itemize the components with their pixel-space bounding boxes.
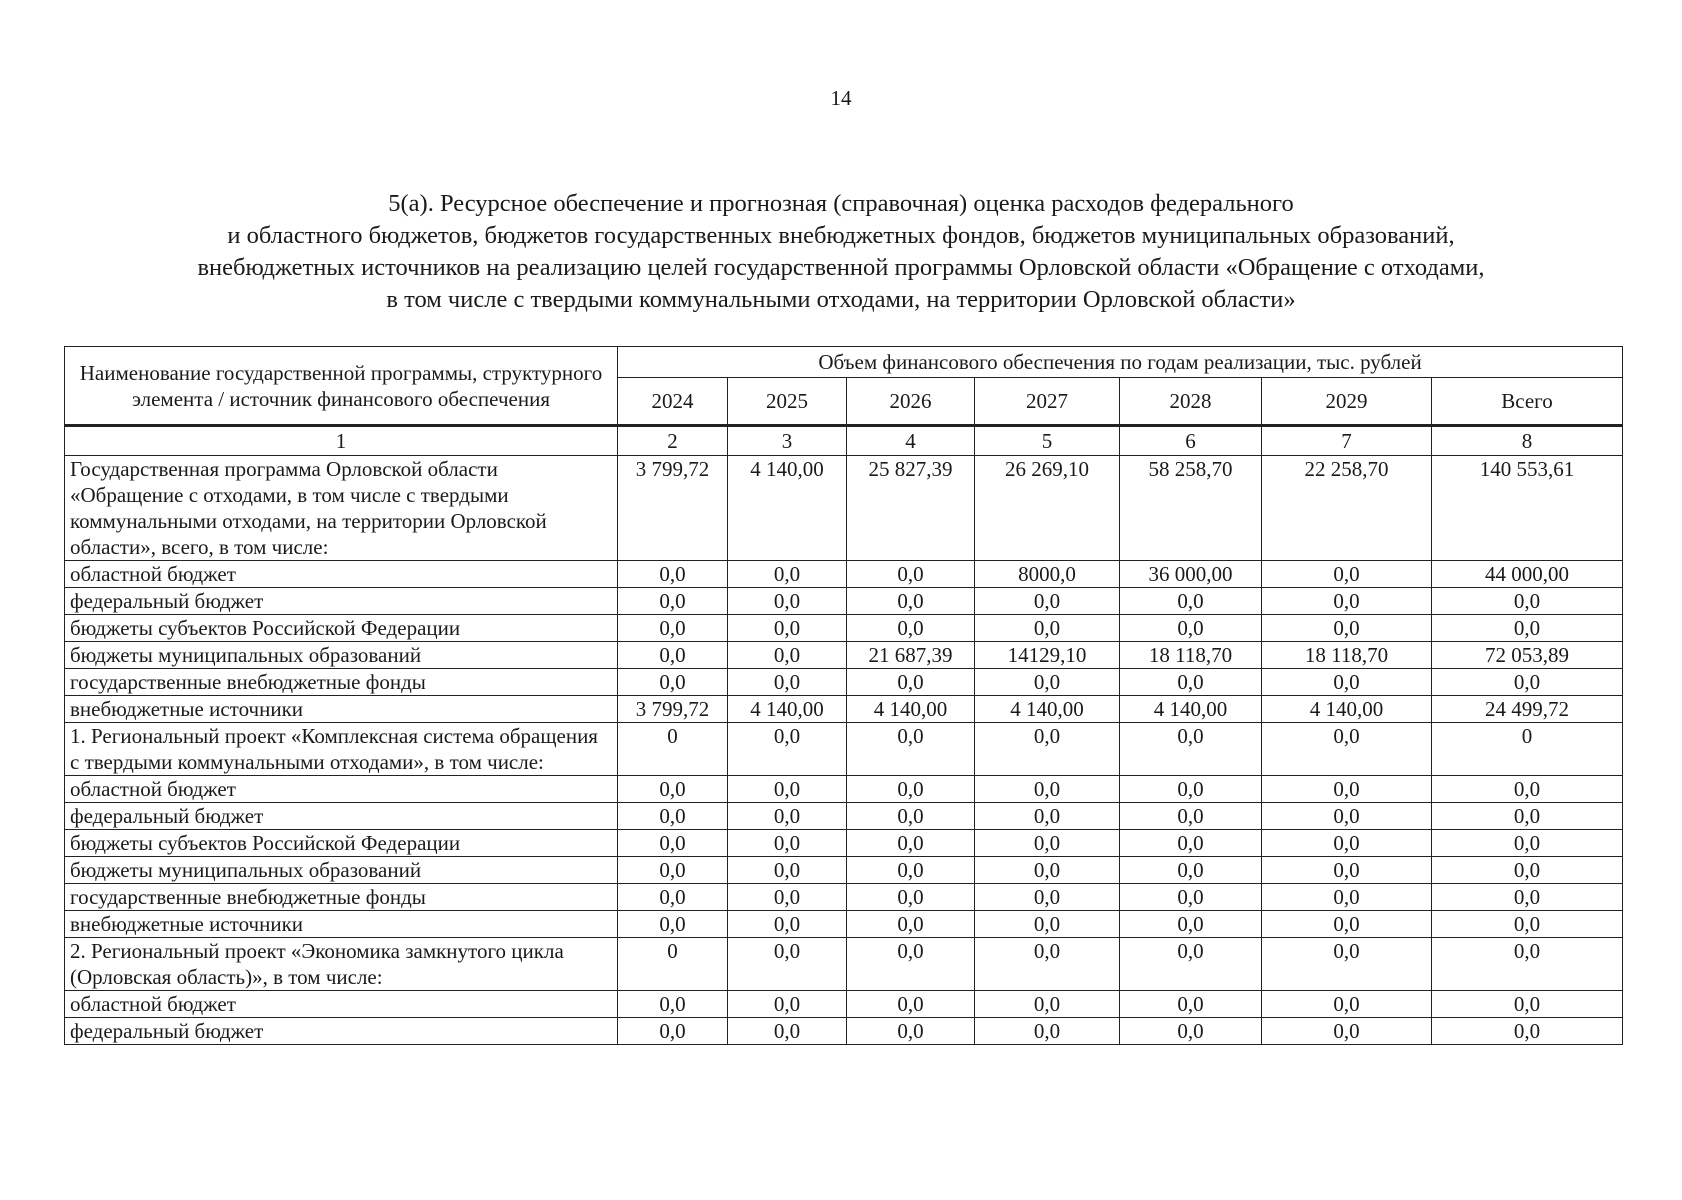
value-cell: 0,0 [847, 884, 975, 911]
value-cell: 0,0 [1432, 884, 1623, 911]
value-cell: 24 499,72 [1432, 696, 1623, 723]
value-cell: 0,0 [1432, 830, 1623, 857]
value-cell: 0,0 [1120, 991, 1262, 1018]
value-cell: 0,0 [1432, 776, 1623, 803]
value-cell: 0,0 [975, 723, 1120, 776]
value-cell: 0,0 [847, 561, 975, 588]
table-row [65, 615, 1623, 642]
value-cell: 0,0 [1432, 857, 1623, 884]
value-cell: 0,0 [847, 776, 975, 803]
value-cell: 0,0 [975, 1018, 1120, 1045]
year-header: 2027 [975, 378, 1120, 426]
column-number: 8 [1432, 426, 1623, 456]
table-row [65, 696, 1623, 723]
value-cell: 140 553,61 [1432, 456, 1623, 561]
title-line: внебюджетных источников на реализацию целей государственной программы Орловской области «Обращение с отходами, [197, 254, 1485, 281]
year-header: 2028 [1120, 378, 1262, 426]
value-cell: 18 118,70 [1262, 642, 1432, 669]
value-cell: 0,0 [1262, 884, 1432, 911]
table-row [65, 911, 1623, 938]
value-cell: 0,0 [1262, 911, 1432, 938]
value-cell: 8000,0 [975, 561, 1120, 588]
value-cell: 0,0 [975, 991, 1120, 1018]
value-cell: 0,0 [847, 857, 975, 884]
value-cell: 3 799,72 [618, 456, 728, 561]
value-cell: 0,0 [847, 588, 975, 615]
value-cell: 0,0 [618, 830, 728, 857]
value-cell: 0,0 [975, 776, 1120, 803]
value-cell: 0,0 [618, 857, 728, 884]
table-row [65, 588, 1623, 615]
value-cell: 0,0 [1120, 588, 1262, 615]
value-cell: 0,0 [1120, 857, 1262, 884]
value-cell: 0,0 [1262, 857, 1432, 884]
title-line: в том числе с твердыми коммунальными отходами, на территории Орловской области» [386, 286, 1296, 313]
value-cell: 0,0 [1432, 991, 1623, 1018]
value-cell: 0 [618, 938, 728, 991]
financing-table [64, 346, 1623, 1045]
row-name-cell: областной бюджет [65, 561, 618, 588]
value-cell: 0,0 [1262, 776, 1432, 803]
row-name-cell: 1. Региональный проект «Комплексная система обращения с твердыми коммунальными отходами», в том числе: [65, 723, 618, 776]
value-cell: 72 053,89 [1432, 642, 1623, 669]
row-name-cell: областной бюджет [65, 991, 618, 1018]
column-number: 6 [1120, 426, 1262, 456]
column-number: 4 [847, 426, 975, 456]
title-line: и областного бюджетов, бюджетов государственных внебюджетных фондов, бюджетов муниципальных образований, [227, 222, 1455, 249]
value-cell: 0,0 [728, 857, 847, 884]
value-cell: 0,0 [1262, 669, 1432, 696]
value-cell: 58 258,70 [1120, 456, 1262, 561]
column-number: 3 [728, 426, 847, 456]
value-cell: 0,0 [1262, 803, 1432, 830]
value-cell: 0,0 [847, 1018, 975, 1045]
value-cell: 21 687,39 [847, 642, 975, 669]
value-cell: 0,0 [1120, 615, 1262, 642]
row-name-cell: государственные внебюджетные фонды [65, 884, 618, 911]
column-number: 5 [975, 426, 1120, 456]
header-name-cell: Наименование государственной программы, структурного элемента / источник финансового обеспечения [65, 347, 618, 426]
page-number: 14 [830, 86, 852, 110]
row-name-cell: федеральный бюджет [65, 803, 618, 830]
value-cell: 0,0 [728, 723, 847, 776]
value-cell: 0,0 [1120, 911, 1262, 938]
column-number: 7 [1262, 426, 1432, 456]
value-cell: 0,0 [1120, 938, 1262, 991]
value-cell: 4 140,00 [1120, 696, 1262, 723]
value-cell: 0,0 [847, 803, 975, 830]
table-row [65, 803, 1623, 830]
value-cell: 0,0 [618, 588, 728, 615]
row-name-cell: бюджеты муниципальных образований [65, 642, 618, 669]
row-name-cell: федеральный бюджет [65, 1018, 618, 1045]
value-cell: 0,0 [1432, 1018, 1623, 1045]
value-cell: 4 140,00 [1262, 696, 1432, 723]
row-name-cell: областной бюджет [65, 776, 618, 803]
row-name-cell: 2. Региональный проект «Экономика замкнутого цикла (Орловская область)», в том числе: [65, 938, 618, 991]
value-cell: 3 799,72 [618, 696, 728, 723]
value-cell: 0,0 [728, 776, 847, 803]
value-cell: 0,0 [1262, 588, 1432, 615]
value-cell: 0,0 [847, 669, 975, 696]
table-row [65, 830, 1623, 857]
value-cell: 0,0 [975, 669, 1120, 696]
value-cell: 0,0 [618, 1018, 728, 1045]
value-cell: 0,0 [1432, 669, 1623, 696]
value-cell: 25 827,39 [847, 456, 975, 561]
row-name-cell: бюджеты субъектов Российской Федерации [65, 830, 618, 857]
table-row [65, 776, 1623, 803]
year-header: 2026 [847, 378, 975, 426]
value-cell: 0,0 [1120, 830, 1262, 857]
value-cell: 0,0 [618, 669, 728, 696]
value-cell: 0,0 [728, 938, 847, 991]
value-cell: 14129,10 [975, 642, 1120, 669]
row-name-cell: государственные внебюджетные фонды [65, 669, 618, 696]
value-cell: 0,0 [847, 911, 975, 938]
value-cell: 0,0 [618, 911, 728, 938]
title-line: 5(а). Ресурсное обеспечение и прогнозная (справочная) оценка расходов федерального [388, 190, 1294, 217]
value-cell: 0,0 [1262, 991, 1432, 1018]
row-name-cell: внебюджетные источники [65, 696, 618, 723]
row-name-cell: внебюджетные источники [65, 911, 618, 938]
value-cell: 0,0 [1432, 911, 1623, 938]
value-cell: 0,0 [728, 642, 847, 669]
value-cell: 0,0 [618, 561, 728, 588]
value-cell: 26 269,10 [975, 456, 1120, 561]
header-volume-cell: Объем финансового обеспечения по годам реализации, тыс. рублей [618, 347, 1623, 378]
table-row [65, 938, 1623, 991]
value-cell: 0,0 [1120, 1018, 1262, 1045]
value-cell: 0,0 [728, 884, 847, 911]
value-cell: 0,0 [847, 615, 975, 642]
value-cell: 0,0 [1262, 938, 1432, 991]
value-cell: 0,0 [728, 830, 847, 857]
value-cell: 0,0 [975, 803, 1120, 830]
value-cell: 0,0 [618, 991, 728, 1018]
value-cell: 0,0 [975, 911, 1120, 938]
value-cell: 0,0 [1432, 803, 1623, 830]
document-title [40, 188, 1642, 316]
value-cell: 0,0 [1120, 723, 1262, 776]
row-name-cell: бюджеты муниципальных образований [65, 857, 618, 884]
table-row [65, 561, 1623, 588]
value-cell: 4 140,00 [728, 696, 847, 723]
total-header: Всего [1432, 378, 1623, 426]
value-cell: 0,0 [728, 561, 847, 588]
value-cell: 0,0 [1432, 615, 1623, 642]
table-row [65, 456, 1623, 561]
value-cell: 0,0 [975, 938, 1120, 991]
year-header: 2025 [728, 378, 847, 426]
value-cell: 0,0 [728, 615, 847, 642]
value-cell: 0,0 [728, 588, 847, 615]
value-cell: 0,0 [728, 1018, 847, 1045]
value-cell: 0,0 [618, 776, 728, 803]
value-cell: 0,0 [1120, 884, 1262, 911]
value-cell: 0,0 [975, 588, 1120, 615]
value-cell: 44 000,00 [1432, 561, 1623, 588]
value-cell: 0,0 [618, 884, 728, 911]
value-cell: 36 000,00 [1120, 561, 1262, 588]
value-cell: 0,0 [975, 830, 1120, 857]
table-body [65, 456, 1623, 1045]
value-cell: 0,0 [728, 991, 847, 1018]
value-cell: 0,0 [847, 830, 975, 857]
table-row [65, 1018, 1623, 1045]
row-name-cell: Государственная программа Орловской области «Обращение с отходами, в том числе с твердыми коммунальными отходами, на территории Орловской области», всего, в том числе: [65, 456, 618, 561]
row-name-cell: бюджеты субъектов Российской Федерации [65, 615, 618, 642]
column-number: 2 [618, 426, 728, 456]
table-row [65, 642, 1623, 669]
value-cell: 0,0 [975, 615, 1120, 642]
value-cell: 4 140,00 [847, 696, 975, 723]
year-header: 2029 [1262, 378, 1432, 426]
table-row [65, 669, 1623, 696]
value-cell: 0,0 [618, 803, 728, 830]
value-cell: 0,0 [728, 669, 847, 696]
value-cell: 0,0 [1262, 615, 1432, 642]
value-cell: 0,0 [618, 642, 728, 669]
value-cell: 0,0 [728, 911, 847, 938]
value-cell: 0,0 [1120, 669, 1262, 696]
value-cell: 4 140,00 [728, 456, 847, 561]
value-cell: 0 [618, 723, 728, 776]
table-row [65, 723, 1623, 776]
value-cell: 0,0 [1262, 723, 1432, 776]
value-cell: 0,0 [1262, 830, 1432, 857]
value-cell: 0,0 [975, 857, 1120, 884]
value-cell: 0,0 [847, 938, 975, 991]
value-cell: 18 118,70 [1120, 642, 1262, 669]
table-row [65, 991, 1623, 1018]
value-cell: 22 258,70 [1262, 456, 1432, 561]
value-cell: 0,0 [975, 884, 1120, 911]
value-cell: 0,0 [618, 615, 728, 642]
value-cell: 0 [1432, 723, 1623, 776]
value-cell: 0,0 [1120, 803, 1262, 830]
value-cell: 0,0 [1262, 561, 1432, 588]
table-row [65, 857, 1623, 884]
value-cell: 0,0 [847, 991, 975, 1018]
value-cell: 0,0 [847, 723, 975, 776]
row-name-cell: федеральный бюджет [65, 588, 618, 615]
value-cell: 0,0 [1432, 588, 1623, 615]
value-cell: 4 140,00 [975, 696, 1120, 723]
table-row [65, 884, 1623, 911]
column-number: 1 [65, 426, 618, 456]
value-cell: 0,0 [1432, 938, 1623, 991]
year-header: 2024 [618, 378, 728, 426]
value-cell: 0,0 [1262, 1018, 1432, 1045]
value-cell: 0,0 [728, 803, 847, 830]
value-cell: 0,0 [1120, 776, 1262, 803]
